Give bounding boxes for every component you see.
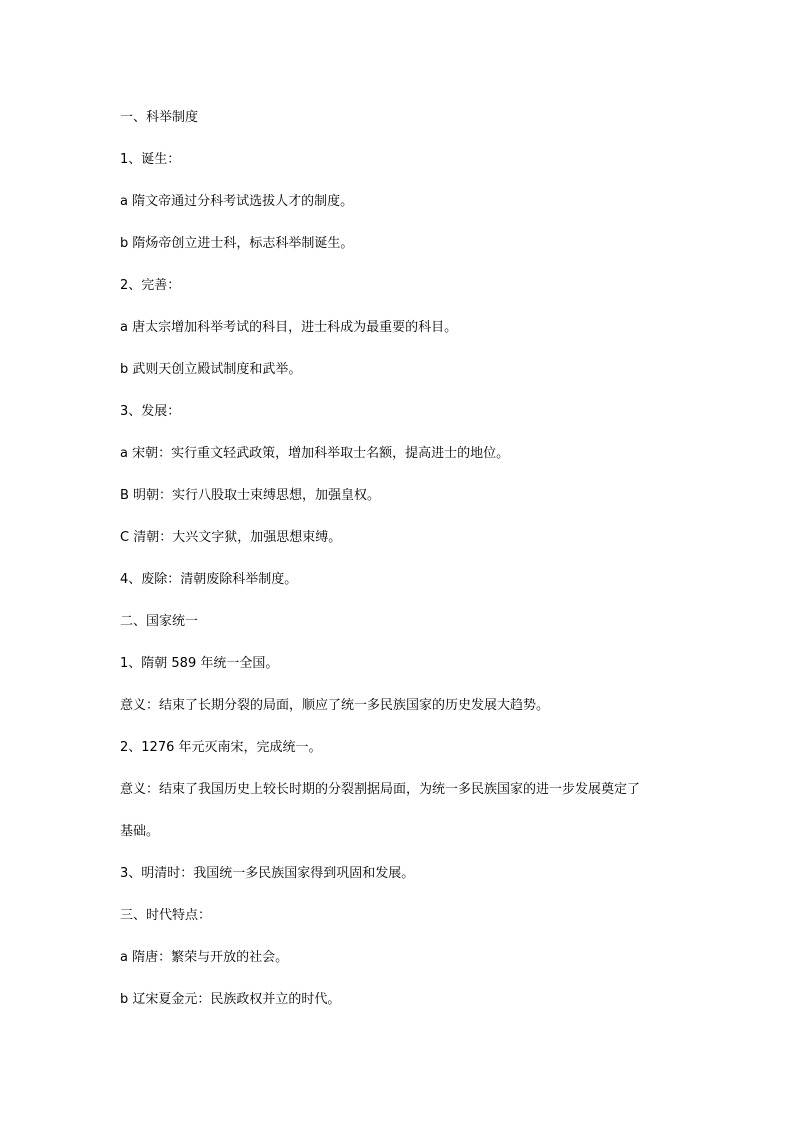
text-line: 2、1276 年元灭南宋，完成统一。: [120, 740, 322, 755]
text-line: 意义：结束了我国历史上较长时期的分裂割据局面，为统一多民族国家的进一步发展奠定了: [120, 782, 641, 797]
subheading-develop: 3、发展：: [120, 404, 181, 419]
heading-unification: 二、国家统一: [120, 614, 199, 629]
text-line: b 辽宋夏金元：民族政权并立的时代。: [120, 992, 341, 1007]
subheading-improve: 2、完善：: [120, 278, 181, 293]
text-line: C 清朝：大兴文字狱，加强思想束缚。: [120, 530, 342, 545]
text-line: 意义：结束了长期分裂的局面，顺应了统一多民族国家的历史发展大趋势。: [120, 698, 550, 713]
text-line: a 宋朝：实行重文轻武政策，增加科举取士名额，提高进士的地位。: [120, 446, 510, 461]
subheading-birth: 1、诞生：: [120, 152, 181, 167]
text-line: a 隋唐：繁荣与开放的社会。: [120, 950, 289, 965]
text-line: 3、明清时：我国统一多民族国家得到巩固和发展。: [120, 866, 415, 881]
text-line: B 明朝：实行八股取士束缚思想，加强皇权。: [120, 488, 381, 503]
text-line: 基础。: [120, 824, 160, 839]
heading-keju: 一、科举制度: [120, 110, 199, 125]
text-line: a 隋文帝通过分科考试选拔人才的制度。: [120, 194, 354, 209]
text-line: b 武则天创立殿试制度和武举。: [120, 362, 302, 377]
subheading-abolish: 4、废除：清朝废除科举制度。: [120, 572, 298, 587]
heading-era-features: 三、时代特点：: [120, 908, 212, 923]
text-line: a 唐太宗增加科举考试的科目，进士科成为最重要的科目。: [120, 320, 458, 335]
text-line: b 隋炀帝创立进士科，标志科举制诞生。: [120, 236, 354, 251]
text-line: 1、隋朝 589 年统一全国。: [120, 656, 279, 671]
